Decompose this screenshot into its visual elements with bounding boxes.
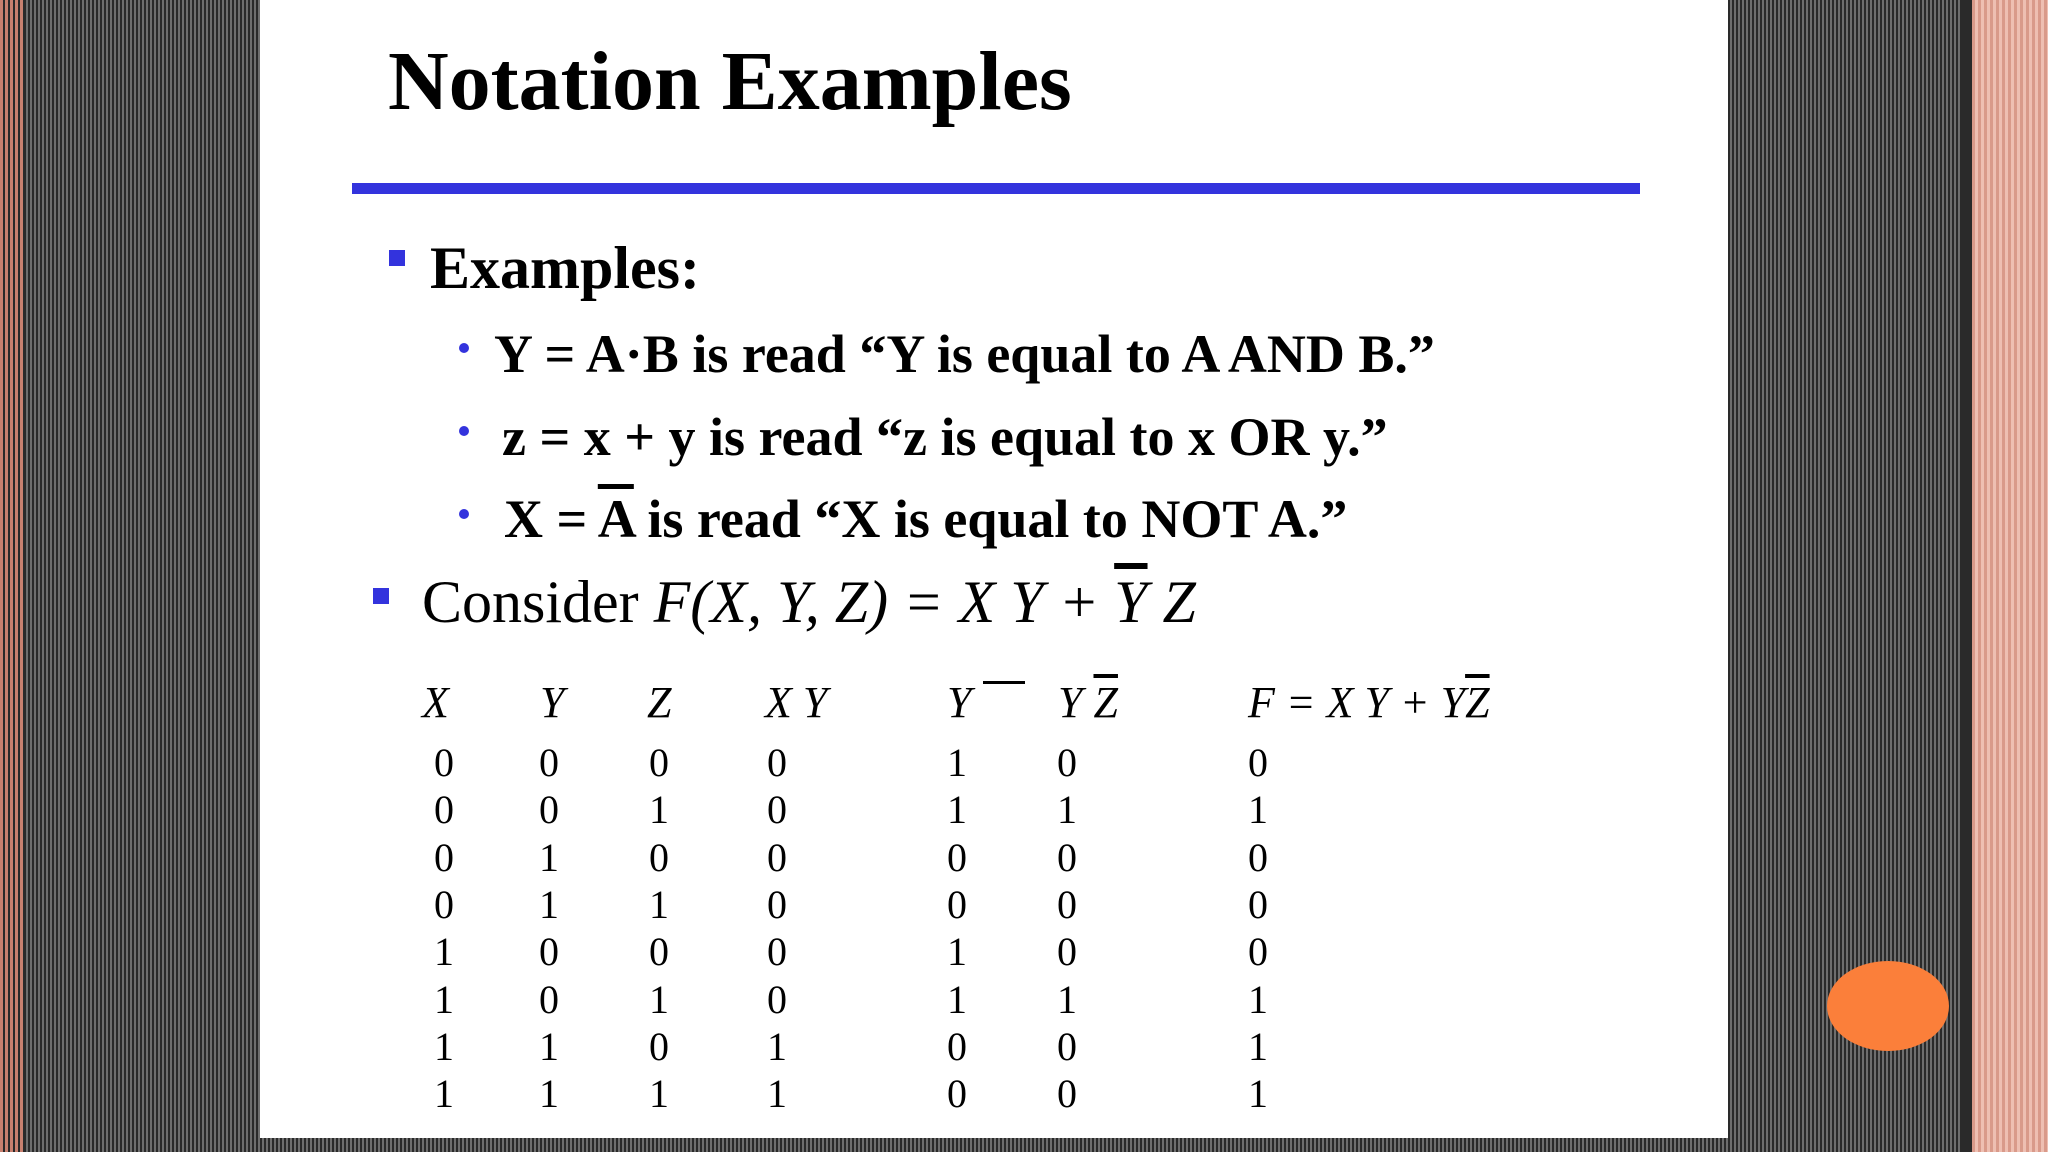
table-cell-y: 1 [539,882,559,927]
title-underline [352,183,1640,194]
example-not [504,489,1348,549]
table-cell-ybar: 1 [947,977,967,1022]
col-header-f [1248,678,1490,727]
table-cell-xy: 1 [767,1024,787,1069]
example-and-rhs: B is read “Y is equal to A AND B.” [642,324,1435,384]
table-cell-y: 1 [539,1024,559,1069]
table-cell-y: 1 [539,1071,559,1116]
example-and [494,324,1435,384]
table-cell-z: 0 [649,1024,669,1069]
table-cell-ybar: 0 [947,1024,967,1069]
table-cell-z: 0 [649,740,669,785]
table-cell-ybar: 1 [947,929,967,974]
dot-bullet-icon [459,509,469,519]
consider-lhs: F(X, Y, Z) = X Y + [653,569,1115,635]
square-bullet-icon [373,588,389,604]
table-cell-y: 0 [539,740,559,785]
table-cell-yzbar: 0 [1057,835,1077,880]
consider-prefix: Consider [422,569,654,635]
table-cell-xy: 1 [767,1071,787,1116]
table-cell-xy: 0 [767,787,787,832]
table-cell-z: 1 [649,787,669,832]
table-cell-x: 0 [434,787,454,832]
col-header-xy: X Y [765,678,828,727]
consider-tail: Z [1147,569,1196,635]
slide-title: Notation Examples [388,35,1072,128]
table-cell-z: 1 [649,1071,669,1116]
col-header-ybar-text: Y [947,678,972,727]
slide-canvas [260,0,1728,1138]
table-cell-z: 1 [649,882,669,927]
col-header-ybar [947,678,1025,727]
right-border-dark [1960,0,1972,1152]
col-header-yzbar-y: Y [1058,678,1094,727]
right-border-stripe [1972,0,2048,1152]
table-cell-f: 0 [1248,740,1268,785]
example-or [502,407,1388,467]
table-cell-f: 1 [1248,1071,1268,1116]
table-cell-ybar: 1 [947,740,967,785]
table-cell-yzbar: 0 [1057,740,1077,785]
table-cell-ybar: 0 [947,1071,967,1116]
example-not-overbar: $\overline{A}$ [597,489,634,549]
table-cell-y: 0 [539,977,559,1022]
table-cell-xy: 0 [767,882,787,927]
table-cell-x: 1 [434,977,454,1022]
table-cell-z: 0 [649,835,669,880]
table-cell-ybar: 0 [947,882,967,927]
table-cell-x: 1 [434,929,454,974]
example-or-lhs: z = x [502,407,611,467]
table-cell-y: 1 [539,835,559,880]
table-cell-y: 0 [539,929,559,974]
example-or-op: + [624,407,656,467]
table-cell-x: 1 [434,1071,454,1116]
example-and-op: · [624,324,643,384]
example-not-rhs: is read “X is equal to NOT A.” [633,489,1348,549]
slide-nav-dot[interactable] [1827,961,1949,1051]
left-border-stripe [0,0,24,1152]
square-bullet-icon [389,250,405,266]
table-cell-yzbar: 0 [1057,1071,1077,1116]
col-header-yzbar-z: $\overline{Z}$ [1093,678,1118,727]
consider-overbar: $\overline{Y}$ [1114,569,1148,635]
table-cell-z: 0 [649,929,669,974]
example-not-lhs: X = [504,489,598,549]
table-cell-yzbar: 1 [1057,787,1077,832]
table-cell-xy: 0 [767,740,787,785]
table-cell-y: 0 [539,787,559,832]
table-cell-f: 0 [1248,835,1268,880]
table-cell-x: 0 [434,882,454,927]
table-cell-x: 0 [434,835,454,880]
col-header-y: Y [540,678,565,727]
col-header-z: Z [647,678,672,727]
table-cell-x: 0 [434,740,454,785]
table-cell-f: 1 [1248,977,1268,1022]
table-cell-f: 1 [1248,1024,1268,1069]
col-header-yzbar [1058,678,1118,727]
table-cell-xy: 0 [767,835,787,880]
dot-bullet-icon [459,343,469,353]
col-header-ybar-bar [983,681,1025,684]
table-cell-yzbar: 1 [1057,977,1077,1022]
table-cell-f: 1 [1248,787,1268,832]
table-cell-yzbar: 0 [1057,1024,1077,1069]
consider-line [422,569,1196,635]
table-cell-f: 0 [1248,882,1268,927]
table-cell-xy: 0 [767,929,787,974]
table-cell-f: 0 [1248,929,1268,974]
table-cell-ybar: 0 [947,835,967,880]
examples-heading: Examples: [430,235,700,301]
dot-bullet-icon [459,426,469,436]
table-cell-xy: 0 [767,977,787,1022]
table-cell-yzbar: 0 [1057,882,1077,927]
table-cell-yzbar: 0 [1057,929,1077,974]
table-cell-z: 1 [649,977,669,1022]
table-cell-x: 1 [434,1024,454,1069]
col-header-f-over: $\overline{Z}$ [1465,678,1490,727]
example-or-rhs: y is read “z is equal to x OR y.” [668,407,1388,467]
example-and-lhs: Y = A [494,324,625,384]
table-cell-ybar: 1 [947,787,967,832]
col-header-x: X [422,678,449,727]
col-header-f-prefix: F = X Y + Y [1248,678,1466,727]
